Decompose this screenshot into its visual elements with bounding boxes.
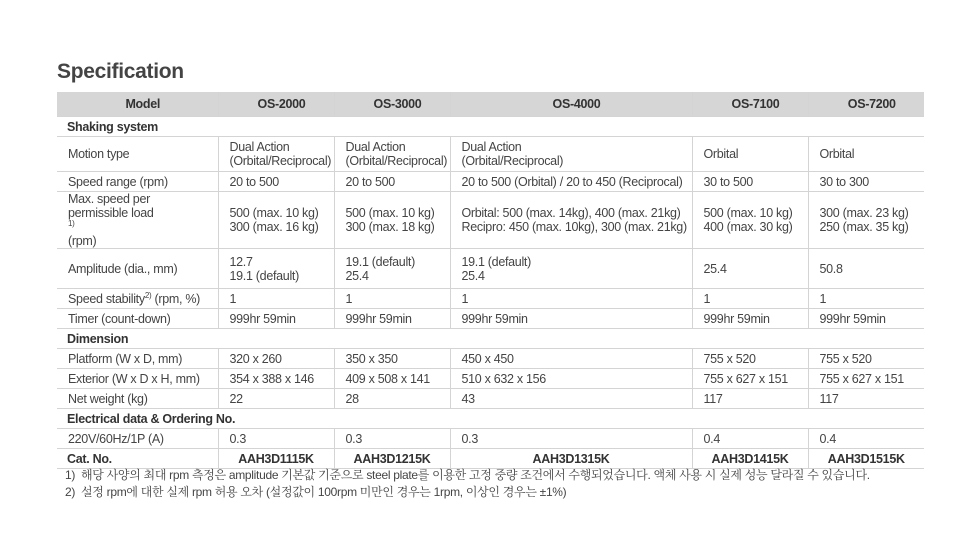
table-cell: 12.7 19.1 (default) (218, 249, 334, 289)
table-cell: 500 (max. 10 kg) 300 (max. 18 kg) (334, 192, 450, 249)
table-row-timer (57, 309, 924, 329)
table-cell: 300 (max. 23 kg) 250 (max. 35 kg) (808, 192, 924, 249)
table-cell: 999hr 59min (218, 309, 334, 329)
table-cell: 0.3 (334, 429, 450, 449)
row-label: Max. speed per permissible load $^{1)}$ (rpm) (57, 192, 218, 249)
table-cell: 500 (max. 10 kg) 400 (max. 30 kg) (692, 192, 808, 249)
table-cell: 25.4 (692, 249, 808, 289)
footnotes (65, 467, 870, 501)
table-cell: 755 x 520 (808, 349, 924, 369)
table-cell: 320 x 260 (218, 349, 334, 369)
row-label: Platform (W x D, mm) (57, 349, 218, 369)
table-cell: AAH3D1115K (218, 449, 334, 469)
row-label: Net weight (kg) (57, 389, 218, 409)
group-label: Electrical data & Ordering No. (57, 409, 924, 429)
table-cell: 755 x 520 (692, 349, 808, 369)
table-cell: 510 x 632 x 156 (450, 369, 692, 389)
table-cell: 755 x 627 x 151 (808, 369, 924, 389)
footnote-2: 2) 설정 rpm에 대한 실제 rpm 허용 오차 (설정값이 100rpm 미만인 경우는 1rpm, 이상인 경우는 ±1%) (65, 485, 567, 499)
table-cell: 755 x 627 x 151 (692, 369, 808, 389)
table-cell: 19.1 (default) 25.4 (450, 249, 692, 289)
table-cell: 999hr 59min (450, 309, 692, 329)
table-cell: 1 (808, 289, 924, 309)
table-cell: 999hr 59min (692, 309, 808, 329)
table-cell: 500 (max. 10 kg) 300 (max. 16 kg) (218, 192, 334, 249)
row-label: Speed range (rpm) (57, 172, 218, 192)
row-label: Speed stability$^{2)}$ (rpm, %) (57, 289, 218, 309)
group-label: Dimension (57, 329, 924, 349)
footnote-1: 1) 해당 사양의 최대 rpm 측정은 amplitude 기본값 기준으로 steel plate를 이용한 고정 중량 조건에서 수행되었습니다. 액체 사용 시 실제 성능 달라질 수 있습니다. (65, 468, 870, 482)
table-cell: 28 (334, 389, 450, 409)
table-cell: 50.8 (808, 249, 924, 289)
table-cell: AAH3D1315K (450, 449, 692, 469)
table-cell: 0.4 (808, 429, 924, 449)
page-title: Specification (57, 60, 184, 83)
table-cell: Orbital: 500 (max. 14kg), 400 (max. 21kg) Recipro: 450 (max. 10kg), 300 (max. 21kg) (450, 192, 692, 249)
table-cell: 117 (692, 389, 808, 409)
table-cell: 19.1 (default) 25.4 (334, 249, 450, 289)
table-cell: 20 to 500 (218, 172, 334, 192)
table-cell: 999hr 59min (808, 309, 924, 329)
table-cell: 1 (692, 289, 808, 309)
table-cell: 1 (450, 289, 692, 309)
table-cell: 0.4 (692, 429, 808, 449)
table-row-motion (57, 137, 924, 172)
row-label: Motion type (57, 137, 218, 172)
table-row-speed-range (57, 172, 924, 192)
header-os-7100: OS-7100 (692, 92, 808, 117)
table-cell: 1 (334, 289, 450, 309)
table-cell: 43 (450, 389, 692, 409)
table-cell: 409 x 508 x 141 (334, 369, 450, 389)
row-label: Exterior (W x D x H, mm) (57, 369, 218, 389)
table-cell: AAH3D1215K (334, 449, 450, 469)
footnote-marker: 2) (144, 290, 152, 300)
table-cell: 354 x 388 x 146 (218, 369, 334, 389)
row-label: 220V/60Hz/1P (A) (57, 429, 218, 449)
table-row-max-speed (57, 192, 924, 249)
table-cell: 20 to 500 (334, 172, 450, 192)
spec-table (57, 92, 924, 469)
table-cell: 999hr 59min (334, 309, 450, 329)
header-os-3000: OS-3000 (334, 92, 450, 117)
table-row-platform (57, 349, 924, 369)
row-label: Timer (count-down) (57, 309, 218, 329)
table-cell: Dual Action (Orbital/Reciprocal) (334, 137, 450, 172)
table-row-amplitude (57, 249, 924, 289)
table-row-cat-no (57, 449, 924, 469)
header-model: Model (57, 92, 218, 117)
table-row-stability (57, 289, 924, 309)
table-cell: 0.3 (450, 429, 692, 449)
group-label: Shaking system (57, 117, 924, 137)
table-row-power (57, 429, 924, 449)
table-cell: 22 (218, 389, 334, 409)
footnote-marker: 1) (68, 218, 75, 228)
table-cell: Dual Action (Orbital/Reciprocal) (218, 137, 334, 172)
table-row-weight (57, 389, 924, 409)
table-row-exterior (57, 369, 924, 389)
table-cell: AAH3D1415K (692, 449, 808, 469)
group-row-shaking (57, 117, 924, 137)
table-cell: 350 x 350 (334, 349, 450, 369)
group-row-dimension (57, 329, 924, 349)
header-os-4000: OS-4000 (450, 92, 692, 117)
table-cell: 450 x 450 (450, 349, 692, 369)
header-os-2000: OS-2000 (218, 92, 334, 117)
table-cell: 1 (218, 289, 334, 309)
table-cell: 30 to 500 (692, 172, 808, 192)
table-cell: AAH3D1515K (808, 449, 924, 469)
row-label: Cat. No. (57, 449, 218, 469)
table-cell: Dual Action (Orbital/Reciprocal) (450, 137, 692, 172)
header-os-7200: OS-7200 (808, 92, 924, 117)
table-cell: Orbital (692, 137, 808, 172)
table-header-row (57, 92, 924, 117)
table-cell: 30 to 300 (808, 172, 924, 192)
table-cell: Orbital (808, 137, 924, 172)
group-row-electrical (57, 409, 924, 429)
table-cell: 0.3 (218, 429, 334, 449)
table-cell: 117 (808, 389, 924, 409)
row-label: Amplitude (dia., mm) (57, 249, 218, 289)
table-cell: 20 to 500 (Orbital) / 20 to 450 (Reciprocal) (450, 172, 692, 192)
